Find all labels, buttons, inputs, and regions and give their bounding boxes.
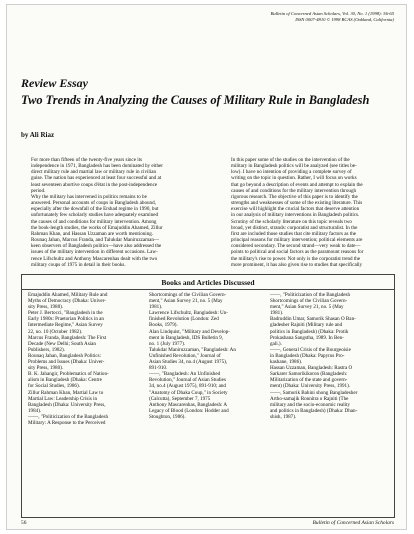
body-column-right bbox=[221, 157, 397, 268]
body-line: broad, yet distinct, strands: corporatist and structuralist. In the bbox=[231, 224, 358, 231]
body-line: strengths and weaknesses of some of the existing literature. This bbox=[231, 200, 363, 207]
bibliography-line: Lawrence Lifschultz, Bangladesh: Un- bbox=[149, 310, 228, 317]
body-line: the military's rise to power. Not only is the corporatist trend the bbox=[231, 255, 361, 262]
body-line: considered secondary. The second strand—very weak to date— bbox=[231, 243, 361, 250]
bibliography-line: ment," Asian Survey 21, no. 5 (May bbox=[270, 304, 344, 311]
bibliography-divider bbox=[22, 289, 394, 290]
bibliography-line: 34, no.4 (August 1975), 891-910; and bbox=[149, 383, 226, 390]
bibliography-line: ——, "Politicization of the Bangladesh bbox=[28, 413, 109, 420]
bibliography-line: Publishers, 1982). bbox=[28, 346, 65, 353]
bibliography-line: Badruddin Umar, Samorik Shasan O Ban- bbox=[270, 316, 356, 323]
bibliography-line: Military: A Response to the Perceived bbox=[28, 419, 106, 426]
bibliography-line: Hassan Uzzaman, Bangladesh: Rastra O bbox=[270, 365, 353, 372]
bibliography-line: "Anatomy of Dhaka Coup," in Society bbox=[149, 389, 228, 396]
bibliography-line: ment) (Dhaka: University Press, 1991). bbox=[270, 383, 351, 390]
body-paragraph bbox=[221, 157, 397, 219]
bibliography-line: gali.). bbox=[270, 340, 282, 347]
body-line: answered. Personal accounts of coups in Bangladesh abound, bbox=[31, 200, 156, 207]
bibliography-line: Militarization of the state and govern- bbox=[270, 377, 348, 384]
body-line: exercise will highlight the crucial factors that deserve attention bbox=[231, 206, 360, 213]
body-line: that go beyond a description of events and attempt to explain the bbox=[231, 181, 363, 188]
body-line: more prominent, it has also given rise to studies that specifically bbox=[231, 261, 363, 268]
bibliography-line: Marcus Franda, Bangladesh: The First bbox=[28, 334, 107, 341]
bibliography-line: Revolution," Journal of Asian Studies bbox=[149, 377, 226, 384]
bibliography-line: Early 1980s: Praetorian Politics in an bbox=[28, 316, 104, 323]
bibliography-line: Talukdar Maniruzzaman, "Bangladesh: An bbox=[149, 346, 236, 353]
bibliography-line: Prokashana Sangstha, 1989. In Ben- bbox=[270, 334, 344, 341]
bibliography-line: 22, no. 10 (October 1982). bbox=[28, 328, 83, 335]
body-line: In this paper some of the studies on the intervention of the bbox=[231, 157, 350, 163]
bibliography-line: in Bangladesh (Dhaka: Papyrus Pro- bbox=[270, 352, 345, 359]
body-line: independence in 1971, Bangladesh has been dominated by either bbox=[31, 163, 163, 170]
bibliography-line: Emajuddin Ahamed, Military Rule and bbox=[28, 292, 108, 298]
body-line: military in Bangladesh politics will be analyzed (see titles be- bbox=[231, 163, 357, 170]
bibliography-line: Problems and Issues (Dhaka: Univer- bbox=[28, 359, 105, 366]
bibliography-line: ment in Bangladesh, IDS Bulletin 9, bbox=[149, 334, 223, 341]
journal-page bbox=[6, 4, 407, 530]
citation-line-2: ISSN 0007-4810 © 1998 BCAS (Oakland, California) bbox=[295, 17, 394, 22]
body-line: Why the military has intervened in politics remains to be bbox=[31, 193, 147, 200]
bibliography-line: Myths of Democracy (Dhaka: Univer- bbox=[28, 298, 106, 305]
bibliography-line: Artho-samajik Ronnitra o Rajniti (The bbox=[270, 395, 349, 402]
bibliography-line: Bangladesh (Dhaka: University Press, bbox=[28, 401, 106, 408]
bibliography-line: military and the socio-economic reality bbox=[270, 401, 351, 408]
body-column-left bbox=[21, 157, 197, 268]
bibliography-line: sity Press, 1988). bbox=[28, 304, 64, 311]
page-number: 56 bbox=[21, 520, 27, 526]
bibliography-line: ——, Samorik Bahini shong Bangladesher bbox=[270, 389, 358, 396]
body-line: military coups of 1975 in detail in their books. bbox=[31, 261, 126, 268]
bibliography-line: 1984). bbox=[28, 407, 42, 414]
body-line: especially after the downfall of the Ershad regime in 1990, but bbox=[31, 206, 159, 213]
bibliography-line: ——, "Bangladesh: An Unfinished bbox=[149, 371, 221, 378]
bibliography-line: Intermediate Regime," Asian Survey bbox=[28, 322, 103, 329]
bibliography-line: Martial Law: Leadership Crisis in bbox=[28, 395, 98, 402]
bibliography-line: Unfinished Revolution," Journal of bbox=[149, 352, 221, 359]
bibliography-line: Stoughton, 1986). bbox=[149, 413, 186, 420]
bibliography-line: 891-910. bbox=[149, 365, 168, 372]
body-line: rence Lifschultz and Anthony Mascarenhas dealt with the two bbox=[31, 255, 158, 262]
bibliography-line: Zillur Rahman Khan, Martial Law to bbox=[28, 389, 104, 396]
bibliography-line: politics in Bangladesh) (Dhaka: Protik bbox=[270, 328, 349, 335]
body-line: least seventeen abortive coups d'état in the post-independence bbox=[31, 181, 158, 188]
bibliography-box bbox=[21, 274, 395, 518]
body-line: the causes of and conditions for military intervention. Among bbox=[31, 218, 157, 225]
article-title: Two Trends in Analyzing the Causes of Military Rule in Bangladesh bbox=[21, 93, 370, 107]
body-line: For more than fifteen of the twenty-five years since its bbox=[31, 157, 143, 163]
bibliography-line: ment," Asian Survey 21, no. 5 (May bbox=[149, 298, 223, 305]
body-line: unfortunately few scholarly studies have adequately examined bbox=[31, 212, 159, 219]
body-line: period. bbox=[31, 187, 46, 194]
bibliography-line: gladesher Rajniti (Military rule and bbox=[270, 322, 343, 329]
bibliography-title: Books and Articles Discussed bbox=[161, 278, 255, 287]
bibliography-line: Sarkarer Samorikikoron (Bangladesh: bbox=[270, 371, 348, 378]
body-line: points to political and social factors as the paramount reasons for bbox=[231, 249, 364, 256]
body-paragraph bbox=[21, 194, 197, 268]
bibliography-line: Peter J. Bertocci, "Bangladesh in the bbox=[28, 310, 103, 317]
body-line: direct military rule and martial law or military rule in civilian bbox=[31, 169, 157, 176]
body-line: Rounaq Jahan, Marcus Franda, and Talukdar Maniruzzaman— bbox=[31, 237, 159, 244]
body-line: low). I have no intention of providing a complete survey of bbox=[231, 169, 352, 176]
bibliography-line: Shortcomings of the Civilian Govern- bbox=[270, 298, 348, 305]
bibliography-line: 1981). bbox=[270, 310, 284, 317]
body-line: the book-length studies, the works of Emajuddin Ahamed, Zillur bbox=[31, 224, 163, 231]
bibliography-column-2 bbox=[149, 292, 263, 420]
body-paragraph bbox=[221, 219, 397, 268]
body-line: first are included those studies that cite military factors as the bbox=[231, 230, 357, 237]
bibliography-line: Rounaq Jahan, Bangladesh Politics: bbox=[28, 352, 102, 359]
bibliography-column-3 bbox=[270, 292, 384, 420]
bibliography-line: (Calcutta), September 7, 1975 bbox=[149, 395, 211, 402]
citation-header bbox=[184, 11, 394, 23]
bibliography-line: Anthony Mascarenhas, Bangladesh: A bbox=[149, 401, 228, 408]
bibliography-line: Asian Studies 34, no.4 (August 1975), bbox=[149, 359, 228, 366]
body-line: in our analysis of military interventions in Bangladesh politics. bbox=[231, 212, 360, 219]
bibliography-line: and politics in Bangladesh) (Dhaka: Dhan- bbox=[270, 407, 358, 414]
body-line: rigorous research. The objective of this paper is to identify the bbox=[231, 193, 358, 200]
body-line: Rahman Khan, and Hassan Uzzaman are worth mentioning. bbox=[31, 230, 154, 237]
body-line: guise. The nation has experienced at least four successful and at bbox=[31, 175, 162, 182]
body-paragraph bbox=[21, 157, 197, 194]
body-line: Scrutiny of the scholarly literature on this topic reveals two bbox=[231, 218, 352, 225]
article-author: by Ali Riaz bbox=[21, 131, 55, 139]
footer-journal-title: Bulletin of Concerned Asian Scholars bbox=[312, 520, 394, 526]
bibliography-column-1 bbox=[28, 292, 142, 426]
bibliography-line: shish, 1987). bbox=[270, 413, 297, 420]
body-line: causes of and conditions for the military intervention through bbox=[231, 187, 357, 194]
bibliography-line: Alan Lindquist, "Military and Develop- bbox=[149, 328, 230, 335]
body-line: writing on the topic in question. Rather, I will focus on works bbox=[231, 175, 357, 182]
section-label: Review Essay bbox=[21, 76, 88, 90]
bibliography-line: for Social Studies, 1986). bbox=[28, 383, 80, 390]
body-line: principal reasons for military intervention; political elements are bbox=[231, 237, 363, 244]
bibliography-line: Decade (New Delhi; South Asian bbox=[28, 340, 96, 347]
bibliography-line: no. 1 (July 1977). bbox=[149, 340, 186, 347]
citation-line-1: Bulletin of Concerned Asian Scholars, Vol. 30, No. 1 (1998): 56-65 bbox=[270, 11, 394, 16]
bibliography-line: Books, 1979). bbox=[149, 322, 178, 329]
bibliography-line: ——, General Crisis of the Bourgeoisie bbox=[270, 346, 351, 353]
bibliography-line: B. K. Jahangir, Problematics of Nation- bbox=[28, 371, 109, 378]
bibliography-line: kashane, 1986). bbox=[270, 359, 303, 366]
bibliography-line: 1981). bbox=[149, 304, 163, 311]
bibliography-line: finished Revolution (London: Zed bbox=[149, 316, 219, 323]
body-line: keen observers of Bangladesh politics—have also addressed the bbox=[31, 243, 162, 250]
bibliography-line: alism in Bangladesh (Dhaka: Centre bbox=[28, 377, 102, 384]
bibliography-line: sity Press, 1980). bbox=[28, 365, 64, 372]
bibliography-line: Shortcomings of the Civilian Govern- bbox=[149, 292, 227, 298]
body-line: issues of the military intervention in different occasions. Law- bbox=[31, 249, 158, 256]
bibliography-line: ——, "Politicization of the Bangladesh bbox=[270, 292, 351, 298]
bibliography-line: Legacy of Blood (London: Hodder and bbox=[149, 407, 229, 414]
